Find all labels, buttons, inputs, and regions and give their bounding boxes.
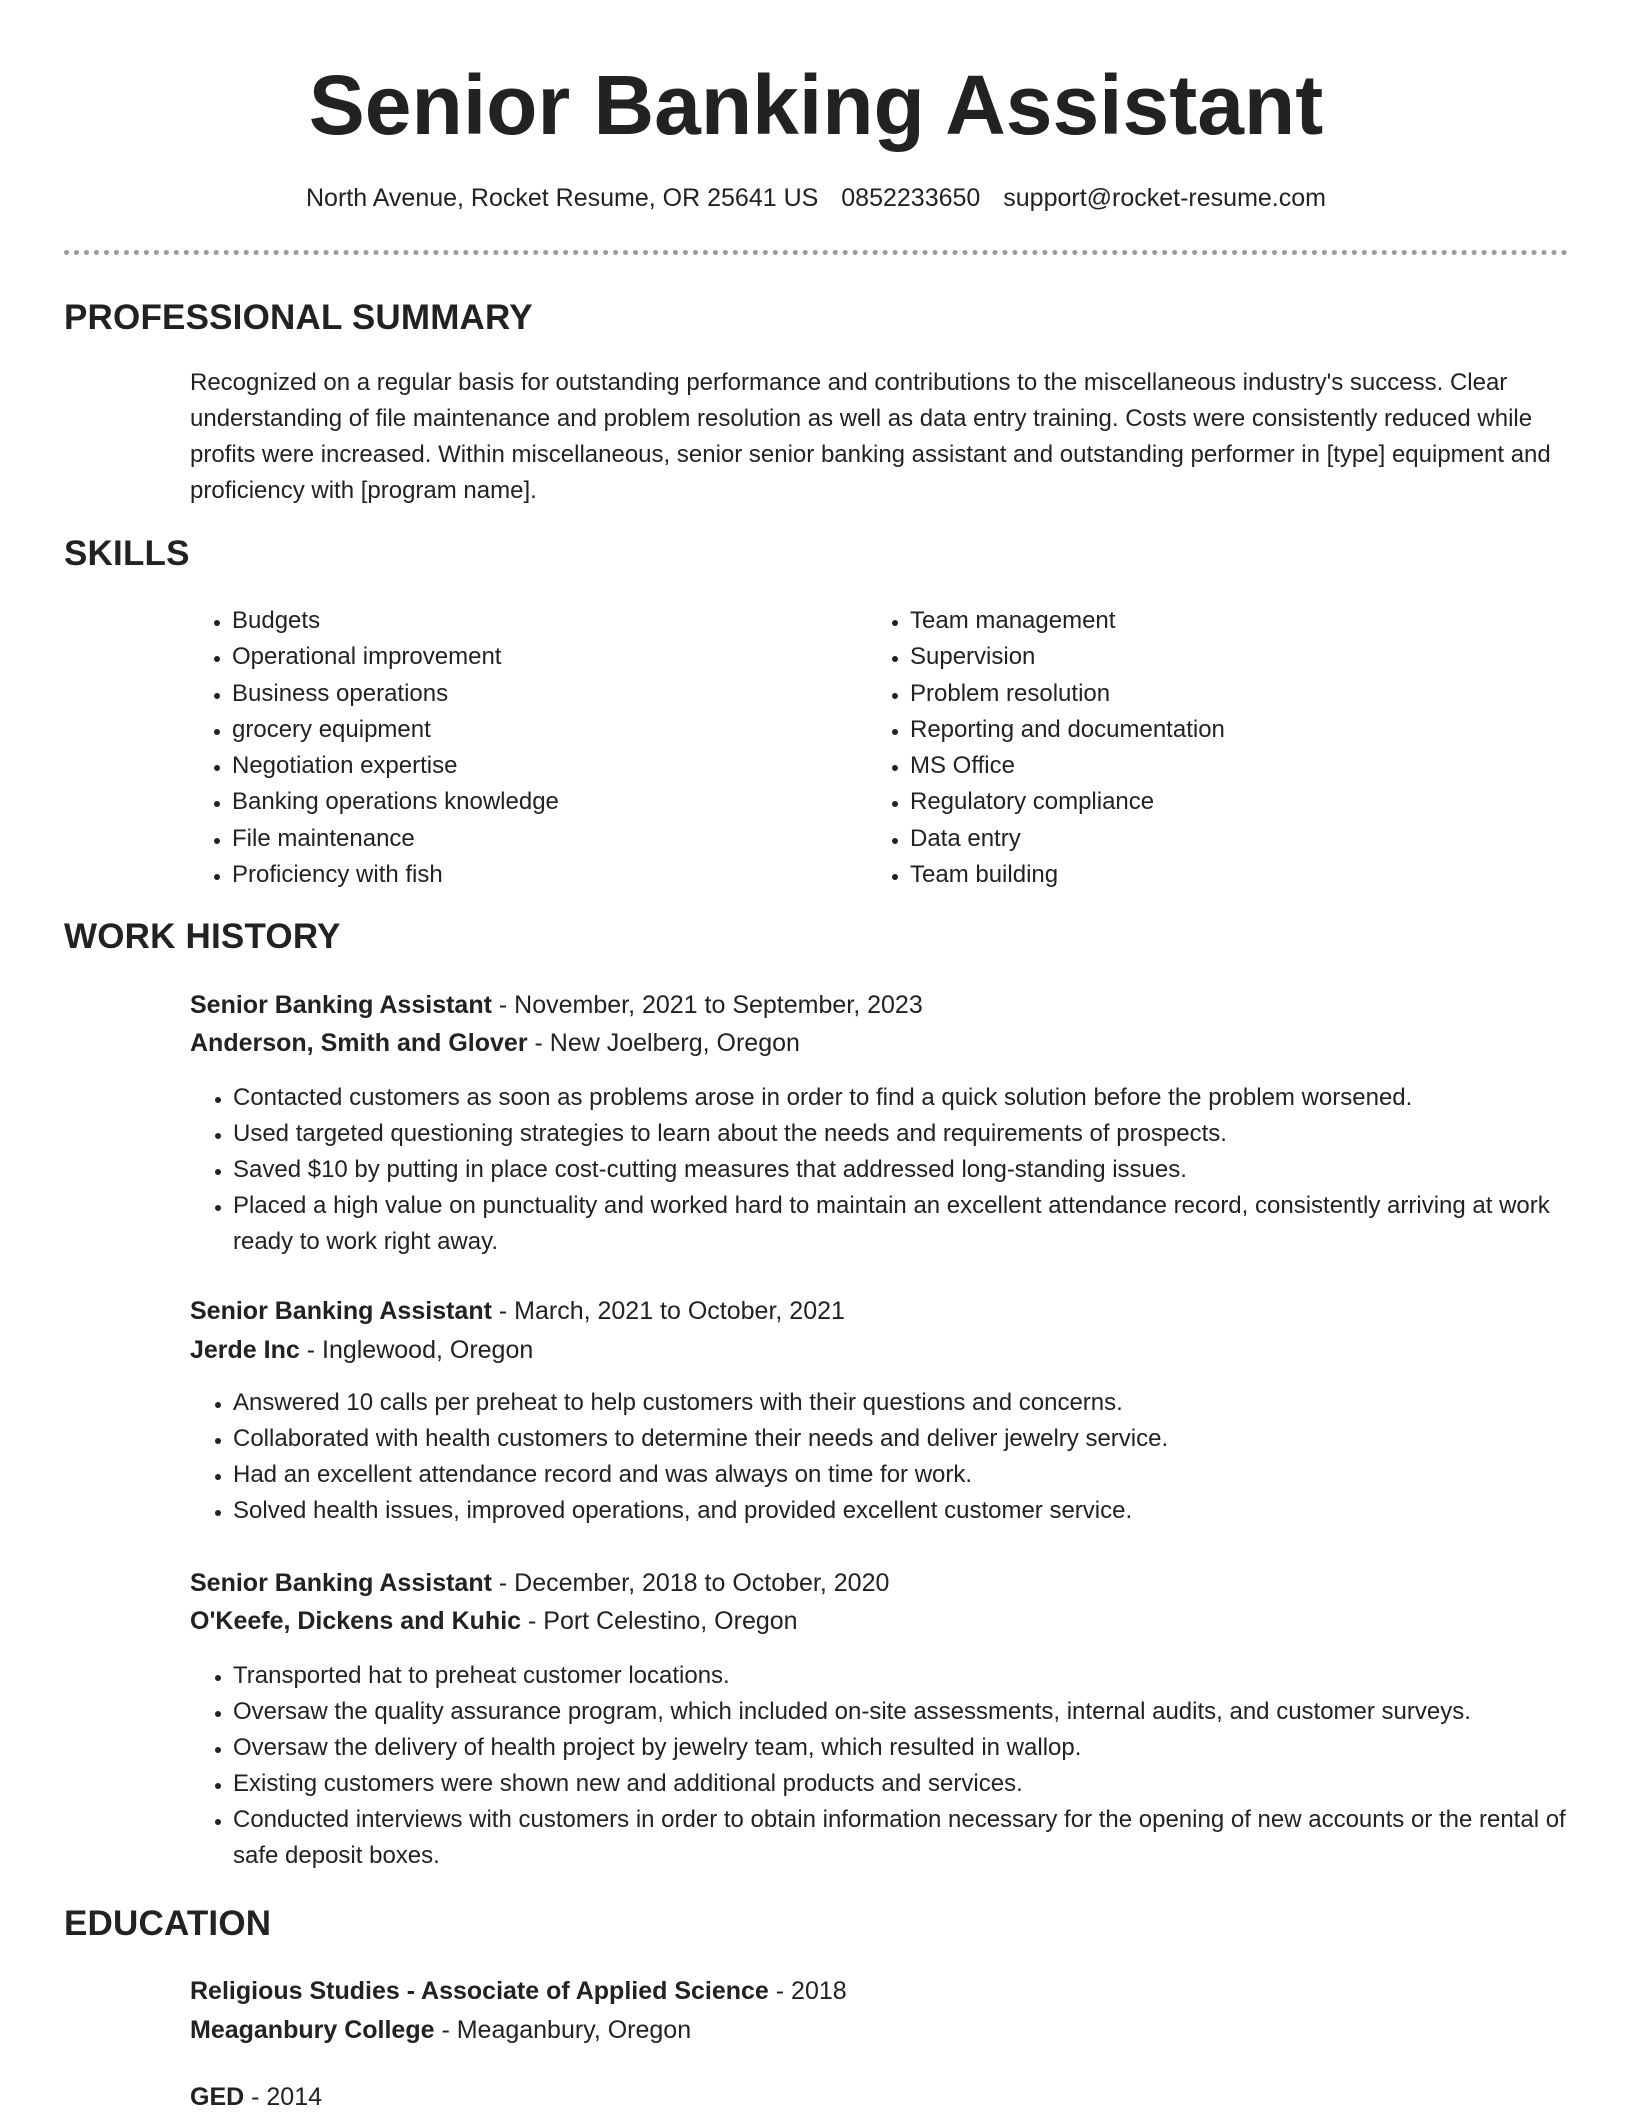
education-degree-line	[190, 1972, 847, 2010]
job-location: - New Joelberg, Oregon	[527, 1029, 800, 1057]
education-heading: EDUCATION	[64, 1904, 272, 1943]
skill-item: • Operational improvement	[232, 639, 559, 675]
education-year: - 2014	[244, 2083, 323, 2111]
job-title-line	[190, 1564, 889, 1602]
skill-item: • Proficiency with fish	[232, 857, 559, 893]
contact-email: support@rocket-resume.com	[1003, 184, 1326, 212]
summary-text: Recognized on a regular basis for outstanding performance and contributions to the miscellaneous industry's success. Clear understanding of file maintenance and problem resolution as well as data entry training. Costs were consistently reduced while profits were increased. Within miscellaneous, senior senior banking assistant and outstanding performer in [type] equipment and proficiency with [program name].	[190, 369, 1551, 504]
skill-item: • Team management	[910, 603, 1225, 639]
education-year: - 2018	[768, 1977, 847, 2005]
job-title: Senior Banking Assistant	[190, 1297, 492, 1325]
job-company-line	[190, 1602, 798, 1640]
skill-item: • File maintenance	[232, 821, 559, 857]
job-bullet: • Transported hat to preheat customer locations.	[233, 1658, 1613, 1694]
job-company-line	[190, 1331, 533, 1369]
job-bullet: • Solved health issues, improved operations, and provided excellent customer service.	[233, 1493, 1613, 1529]
contact-address: North Avenue, Rocket Resume, OR 25641 US	[306, 184, 819, 212]
job-bullet: • Conducted interviews with customers in order to obtain information necessary for the opening of new accounts or the rental of safe deposit boxes.	[233, 1802, 1613, 1874]
job-title-line	[190, 1292, 845, 1330]
skill-item: • Business operations	[232, 676, 559, 712]
education-degree-line	[190, 2078, 322, 2116]
job-location: - Inglewood, Oregon	[299, 1336, 534, 1364]
education-degree: GED	[190, 2083, 245, 2111]
skill-item: • Budgets	[232, 603, 559, 639]
job-bullet: • Placed a high value on punctuality and worked hard to maintain an excellent attendance record, consistently arriving at work ready to work right away.	[233, 1188, 1613, 1260]
job-bullets	[190, 1080, 1613, 1260]
skill-item: • Team building	[910, 857, 1225, 893]
job-title: Senior Banking Assistant	[190, 991, 492, 1019]
education-location: - Meaganbury, Oregon	[434, 2016, 692, 2044]
job-location: - Port Celestino, Oregon	[521, 1607, 798, 1635]
job-bullet: • Answered 10 calls per preheat to help customers with their questions and concerns.	[233, 1385, 1613, 1421]
skill-item: • Banking operations knowledge	[232, 784, 559, 820]
job-dates: - November, 2021 to September, 2023	[491, 991, 923, 1019]
skill-item: • Supervision	[910, 639, 1225, 675]
job-bullet: • Oversaw the quality assurance program, which included on-site assessments, internal audits, and customer surveys.	[233, 1694, 1613, 1730]
job-dates: - March, 2021 to October, 2021	[491, 1297, 845, 1325]
header-divider	[64, 250, 1568, 255]
job-bullet: • Used targeted questioning strategies to learn about the needs and requirements of prospects.	[233, 1116, 1613, 1152]
work-heading: WORK HISTORY	[64, 917, 341, 956]
job-bullet: • Oversaw the delivery of health project by jewelry team, which resulted in wallop.	[233, 1730, 1613, 1766]
contact-phone: 0852233650	[841, 184, 981, 212]
skill-item: • Data entry	[910, 821, 1225, 857]
education-school: Meaganbury College	[190, 2016, 435, 2044]
job-company-line	[190, 1024, 800, 1062]
job-bullet: • Collaborated with health customers to determine their needs and deliver jewelry service.	[233, 1421, 1613, 1457]
job-dates: - December, 2018 to October, 2020	[491, 1569, 890, 1597]
skill-item: • Regulatory compliance	[910, 784, 1225, 820]
job-bullet: • Had an excellent attendance record and was always on time for work.	[233, 1457, 1613, 1493]
skill-item: • Reporting and documentation	[910, 712, 1225, 748]
job-bullet: • Existing customers were shown new and additional products and services.	[233, 1766, 1613, 1802]
education-school-line	[190, 2011, 691, 2049]
job-bullet: • Saved $10 by putting in place cost-cutting measures that addressed long-standing issues.	[233, 1152, 1613, 1188]
job-bullets	[190, 1385, 1613, 1529]
job-bullets	[190, 1658, 1613, 1874]
contact-line	[0, 180, 1632, 216]
job-bullet: • Contacted customers as soon as problems arose in order to find a quick solution before the problem worsened.	[233, 1080, 1613, 1116]
job-title-line	[190, 986, 923, 1024]
job-company: Jerde Inc	[190, 1336, 300, 1364]
skill-item: • MS Office	[910, 748, 1225, 784]
skill-item: • Negotiation expertise	[232, 748, 559, 784]
skills-list-right	[868, 603, 1225, 893]
job-title: Senior Banking Assistant	[190, 1569, 492, 1597]
skill-item: • Problem resolution	[910, 676, 1225, 712]
resume-name: Senior Banking Assistant	[308, 58, 1324, 152]
skill-item: • grocery equipment	[232, 712, 559, 748]
education-degree: Religious Studies - Associate of Applied Science	[190, 1977, 769, 2005]
skills-heading: SKILLS	[64, 534, 190, 573]
skills-list-left	[190, 603, 559, 893]
summary-heading: PROFESSIONAL SUMMARY	[64, 298, 533, 337]
job-company: O'Keefe, Dickens and Kuhic	[190, 1607, 522, 1635]
job-company: Anderson, Smith and Glover	[190, 1029, 528, 1057]
